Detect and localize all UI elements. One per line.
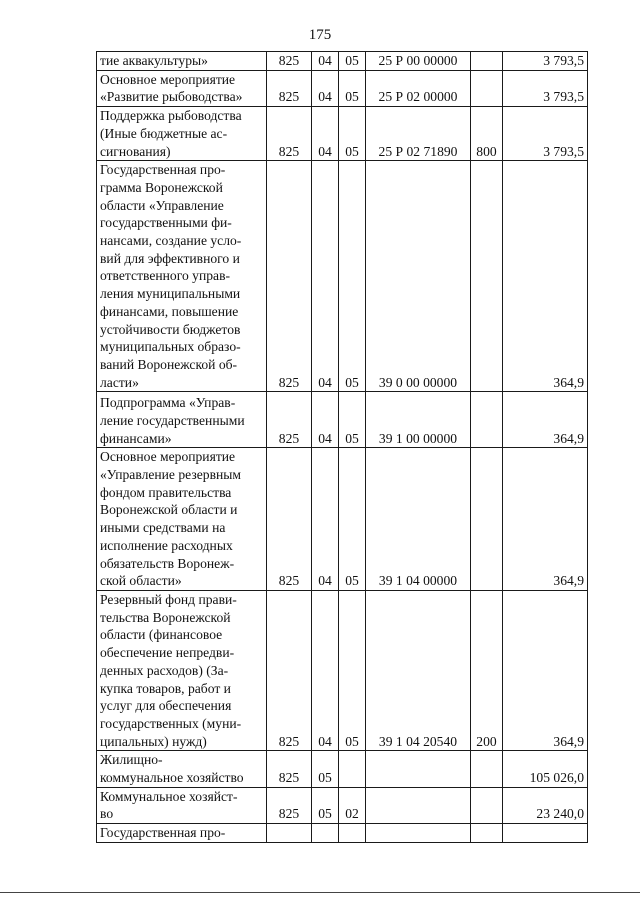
target-article-cell: 25 Р 02 00000 <box>366 70 471 106</box>
target-article-cell <box>366 787 471 823</box>
item-name-cell <box>97 590 267 750</box>
section-code-cell: 05 <box>312 787 339 823</box>
subsection-code-cell: 05 <box>339 52 366 71</box>
item-name-cell <box>97 824 267 843</box>
amount-cell: 23 240,0 <box>503 787 588 823</box>
subsection-code-cell: 02 <box>339 787 366 823</box>
section-code-cell: 04 <box>312 52 339 71</box>
section-code-cell: 04 <box>312 161 339 392</box>
expense-type-cell <box>471 824 503 843</box>
ved-code-cell: 825 <box>267 107 312 161</box>
item-name-text: Основное мероприятие «Развитие рыбоводства» <box>100 71 243 105</box>
target-article-cell: 25 Р 02 71890 <box>366 107 471 161</box>
amount-cell: 3 793,5 <box>503 52 588 71</box>
expense-type-cell <box>471 52 503 71</box>
item-name-cell <box>97 448 267 591</box>
item-name-text: Основное мероприятие «Управление резервным фондом правительства Воронежской области и иными средствами на исполнение расходных обязательств Воронеж- ской области» <box>100 449 241 589</box>
amount-cell: 3 793,5 <box>503 70 588 106</box>
target-article-cell: 39 1 00 00000 <box>366 392 471 448</box>
table-row <box>97 392 588 448</box>
target-article-cell: 39 1 04 00000 <box>366 448 471 591</box>
subsection-code-cell: 05 <box>339 590 366 750</box>
table-row <box>97 70 588 106</box>
section-code-cell: 04 <box>312 590 339 750</box>
item-name-cell <box>97 392 267 448</box>
ved-code-cell: 825 <box>267 52 312 71</box>
ved-code-cell: 825 <box>267 751 312 787</box>
target-article-cell <box>366 824 471 843</box>
section-code-cell: 05 <box>312 751 339 787</box>
budget-table <box>96 51 588 843</box>
target-article-cell: 39 0 00 00000 <box>366 161 471 392</box>
ved-code-cell: 825 <box>267 70 312 106</box>
expense-type-cell <box>471 70 503 106</box>
subsection-code-cell: 05 <box>339 70 366 106</box>
amount-cell: 364,9 <box>503 161 588 392</box>
ved-code-cell: 825 <box>267 392 312 448</box>
section-code-cell: 04 <box>312 70 339 106</box>
ved-code-cell: 825 <box>267 448 312 591</box>
expense-type-cell <box>471 448 503 591</box>
expense-type-cell: 200 <box>471 590 503 750</box>
expense-type-cell <box>471 392 503 448</box>
amount-cell: 105 026,0 <box>503 751 588 787</box>
ved-code-cell <box>267 824 312 843</box>
table-row <box>97 751 588 787</box>
section-code-cell: 04 <box>312 107 339 161</box>
ved-code-cell: 825 <box>267 590 312 750</box>
item-name-cell <box>97 161 267 392</box>
item-name-cell <box>97 70 267 106</box>
item-name-text: Коммунальное хозяйст- во <box>100 788 238 822</box>
subsection-code-cell: 05 <box>339 392 366 448</box>
page-number: 175 <box>308 27 332 43</box>
ved-code-cell: 825 <box>267 787 312 823</box>
item-name-text: тие аквакультуры» <box>100 53 208 68</box>
item-name-cell <box>97 107 267 161</box>
target-article-cell: 39 1 04 20540 <box>366 590 471 750</box>
amount-cell: 364,9 <box>503 448 588 591</box>
section-code-cell: 04 <box>312 392 339 448</box>
target-article-cell <box>366 751 471 787</box>
item-name-cell <box>97 751 267 787</box>
table-row <box>97 107 588 161</box>
item-name-text: Поддержка рыбоводства (Иные бюджетные ас- сигнования) <box>100 108 242 159</box>
subsection-code-cell <box>339 824 366 843</box>
table-row <box>97 161 588 392</box>
table-row <box>97 590 588 750</box>
item-name-text: Государственная про- <box>100 825 226 841</box>
item-name-text: Жилищно- коммунальное хозяйство <box>100 752 244 786</box>
amount-cell: 364,9 <box>503 392 588 448</box>
page-bottom-rule <box>0 892 640 893</box>
amount-cell: 364,9 <box>503 590 588 750</box>
subsection-code-cell: 05 <box>339 161 366 392</box>
expense-type-cell <box>471 161 503 392</box>
item-name-cell <box>97 787 267 823</box>
expense-type-cell <box>471 787 503 823</box>
subsection-code-cell <box>339 751 366 787</box>
table-row <box>97 52 588 71</box>
table-row <box>97 787 588 823</box>
subsection-code-cell: 05 <box>339 107 366 161</box>
item-name-text: Резервный фонд прави- тельства Воронежской области (финансовое обеспечение непредви- денных расходов) (За- купка товаров, работ и услуг для обеспечения государственных (муни- ципальных) нужд) <box>100 591 242 749</box>
expense-type-cell <box>471 751 503 787</box>
table-row <box>97 448 588 591</box>
target-article-cell: 25 Р 00 00000 <box>366 52 471 71</box>
amount-cell <box>503 824 588 843</box>
item-name-text: Государственная про- грамма Воронежской области «Управление государственными фи- нансами, создание усло- вий для эффективного и ответственного управ- ления муниципальными финансами, повышение устойчивости бюджетов муниципальных образо- ваний Воронежской об- ласти» <box>100 162 242 390</box>
ved-code-cell: 825 <box>267 161 312 392</box>
table-row <box>97 824 588 843</box>
item-name-cell <box>97 52 267 71</box>
amount-cell: 3 793,5 <box>503 107 588 161</box>
section-code-cell: 04 <box>312 448 339 591</box>
item-name-text: Подпрограмма «Управ- ление государственными финансами» <box>100 395 245 446</box>
subsection-code-cell: 05 <box>339 448 366 591</box>
section-code-cell <box>312 824 339 843</box>
expense-type-cell: 800 <box>471 107 503 161</box>
